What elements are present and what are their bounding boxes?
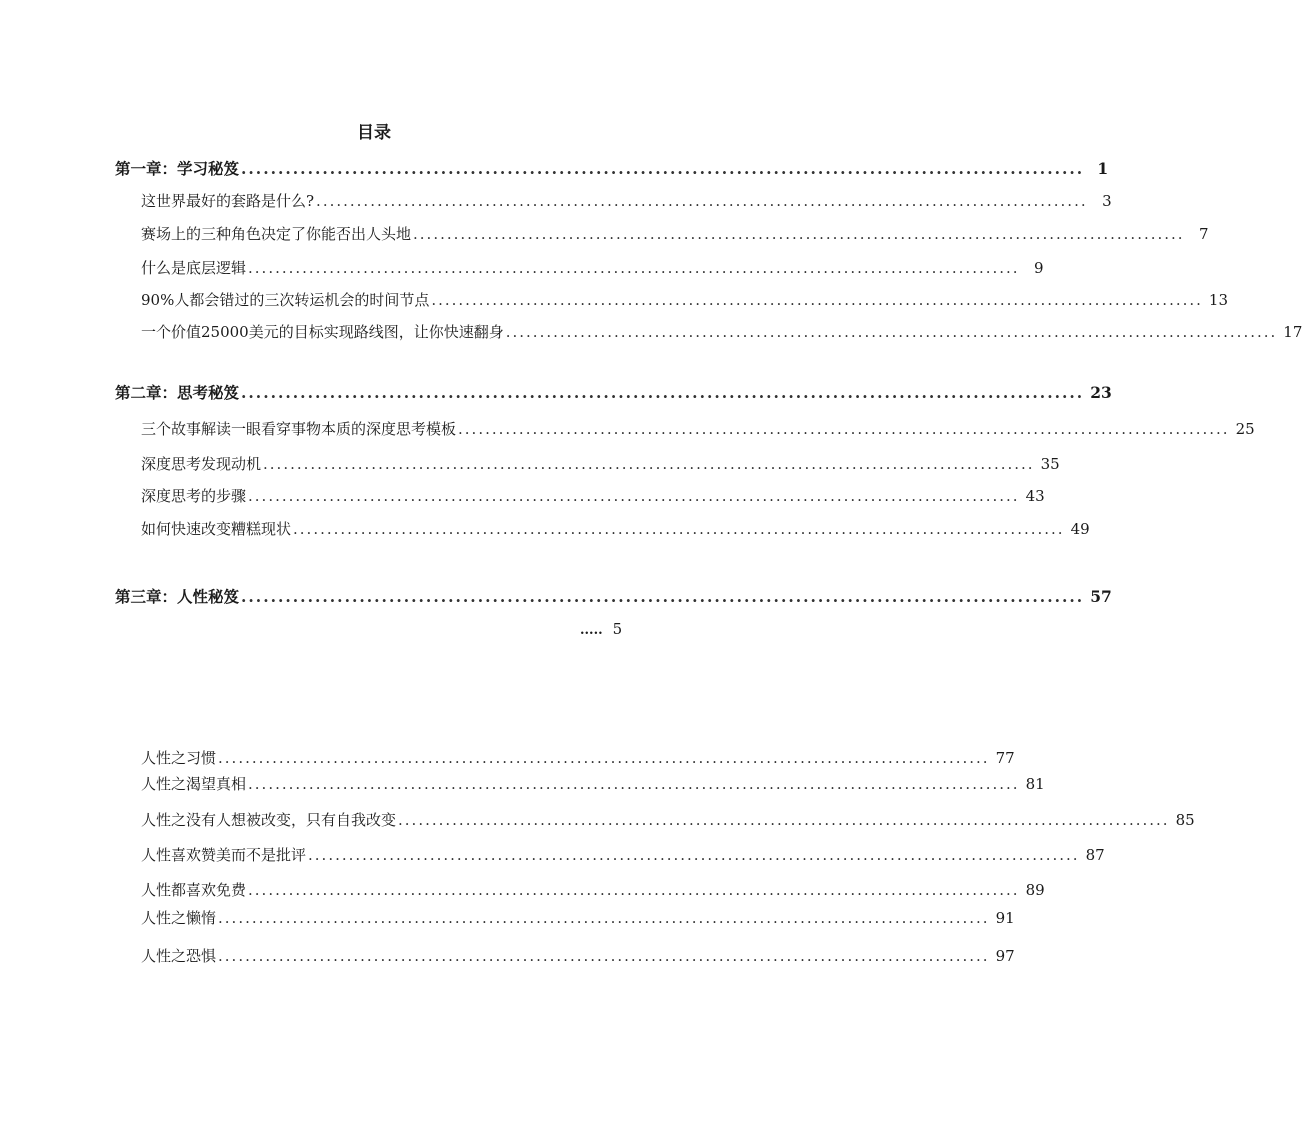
toc-entry-label: 深度思考发现动机 [141,455,262,473]
toc-entry-page: 9 [1034,259,1044,277]
toc-entry-page: 3 [1102,192,1112,210]
toc-entry-label: 人性都喜欢免费 [141,881,247,899]
stray-fragment [580,619,622,641]
leader-dots: .................................................................................................................. [293,520,1065,538]
toc-entry-page: 17 [1283,323,1302,341]
toc-entry[interactable] [141,907,1015,929]
toc-entry-label: 人性之渴望真相 [141,775,247,793]
toc-entry-label: 人性之习惯 [141,749,217,767]
toc-entry[interactable] [141,747,1015,769]
toc-entry[interactable] [141,453,1060,475]
toc-entry[interactable] [141,289,1228,311]
toc-entry-page: 13 [1208,291,1228,309]
toc-entry[interactable] [141,945,1015,967]
toc-title: 目录 [357,123,391,143]
leader-dots: .................................................................................................................. [218,749,990,767]
toc-entry[interactable] [141,418,1255,440]
toc-entry[interactable] [141,809,1195,831]
toc-entry-page: 57 [1090,587,1112,606]
toc-entry-page: 49 [1070,520,1090,538]
toc-entry-page: 91 [995,909,1015,927]
stray-page: 5 [612,620,623,638]
leader-dots: .................................................................................................................. [458,420,1230,438]
leader-dots: .................................................................................................................. [248,775,1020,793]
toc-entry-page: 77 [995,749,1015,767]
toc-entry[interactable] [141,190,1112,212]
toc-entry-page: 23 [1090,383,1112,402]
toc-entry-page: 35 [1040,455,1060,473]
toc-entry-page: 81 [1025,775,1045,793]
toc-entry-label: 人性之没有人想被改变，只有自我改变 [141,811,397,829]
leader-dots: .................................................................................................................. [248,259,1020,277]
toc-entry-label: 人性喜欢赞美而不是批评 [141,846,307,864]
toc-entry-page: 89 [1025,881,1045,899]
toc-entry-label: 赛场上的三种角色决定了你能否出人头地 [141,225,412,243]
toc-entry-page: 97 [995,947,1015,965]
toc-entry[interactable] [141,321,1302,343]
leader-dots: .................................................................................................................. [248,881,1020,899]
leader-dots: .................................................................................................................. [218,947,990,965]
toc-entry[interactable] [141,223,1209,245]
toc-chapter-2[interactable] [115,382,1112,404]
toc-entry-label: 深度思考的步骤 [141,487,247,505]
leader-dots: .................................................................................................................. [505,323,1278,341]
stray-dots: ..... [580,623,603,638]
toc-entry[interactable] [141,257,1044,279]
leader-dots: .................................................................................................................. [241,383,1085,402]
leader-dots: .................................................................................................................. [218,909,990,927]
toc-entry[interactable] [141,518,1090,540]
toc-entry[interactable] [141,485,1045,507]
toc-entry-label: 什么是底层逻辑 [141,259,247,277]
toc-entry-label: 人性之恐惧 [141,947,217,965]
leader-dots: .................................................................................................................. [241,159,1085,178]
toc-entry[interactable] [141,773,1045,795]
toc-entry-page: 85 [1175,811,1195,829]
leader-dots: .................................................................................................................. [263,455,1035,473]
toc-entry-label: 第三章：人性秘笈 [115,587,240,606]
toc-chapter-1[interactable] [115,158,1109,180]
leader-dots: .................................................................................................................. [248,487,1020,505]
leader-dots: .................................................................................................................. [316,192,1088,210]
leader-dots: .................................................................................................................. [241,587,1085,606]
toc-entry-page: 25 [1235,420,1255,438]
toc-entry-label: 第二章：思考秘笈 [115,383,240,402]
leader-dots: .................................................................................................................. [308,846,1080,864]
toc-chapter-3[interactable] [115,586,1112,608]
toc-entry-page: 1 [1097,159,1109,178]
toc-entry[interactable] [141,879,1045,901]
toc-entry-page: 43 [1025,487,1045,505]
toc-entry-label: 三个故事解读一眼看穿事物本质的深度思考模板 [141,420,457,438]
toc-entry-label: 第一章：学习秘笈 [115,159,240,178]
toc-entry-label: 90%人都会错过的三次转运机会的时间节点 [141,291,430,309]
toc-entry-page: 87 [1085,846,1105,864]
toc-entry-label: 这世界最好的套路是什么? [141,192,315,210]
leader-dots: .................................................................................................................. [431,291,1203,309]
toc-entry-label: 一个价值25000美元的目标实现路线图，让你快速翻身 [141,323,504,341]
toc-entry-label: 人性之懒惰 [141,909,217,927]
leader-dots: .................................................................................................................. [413,225,1185,243]
toc-entry-label: 如何快速改变糟糕现状 [141,520,292,538]
toc-entry[interactable] [141,844,1105,866]
leader-dots: .................................................................................................................. [398,811,1170,829]
toc-entry-page: 7 [1199,225,1209,243]
